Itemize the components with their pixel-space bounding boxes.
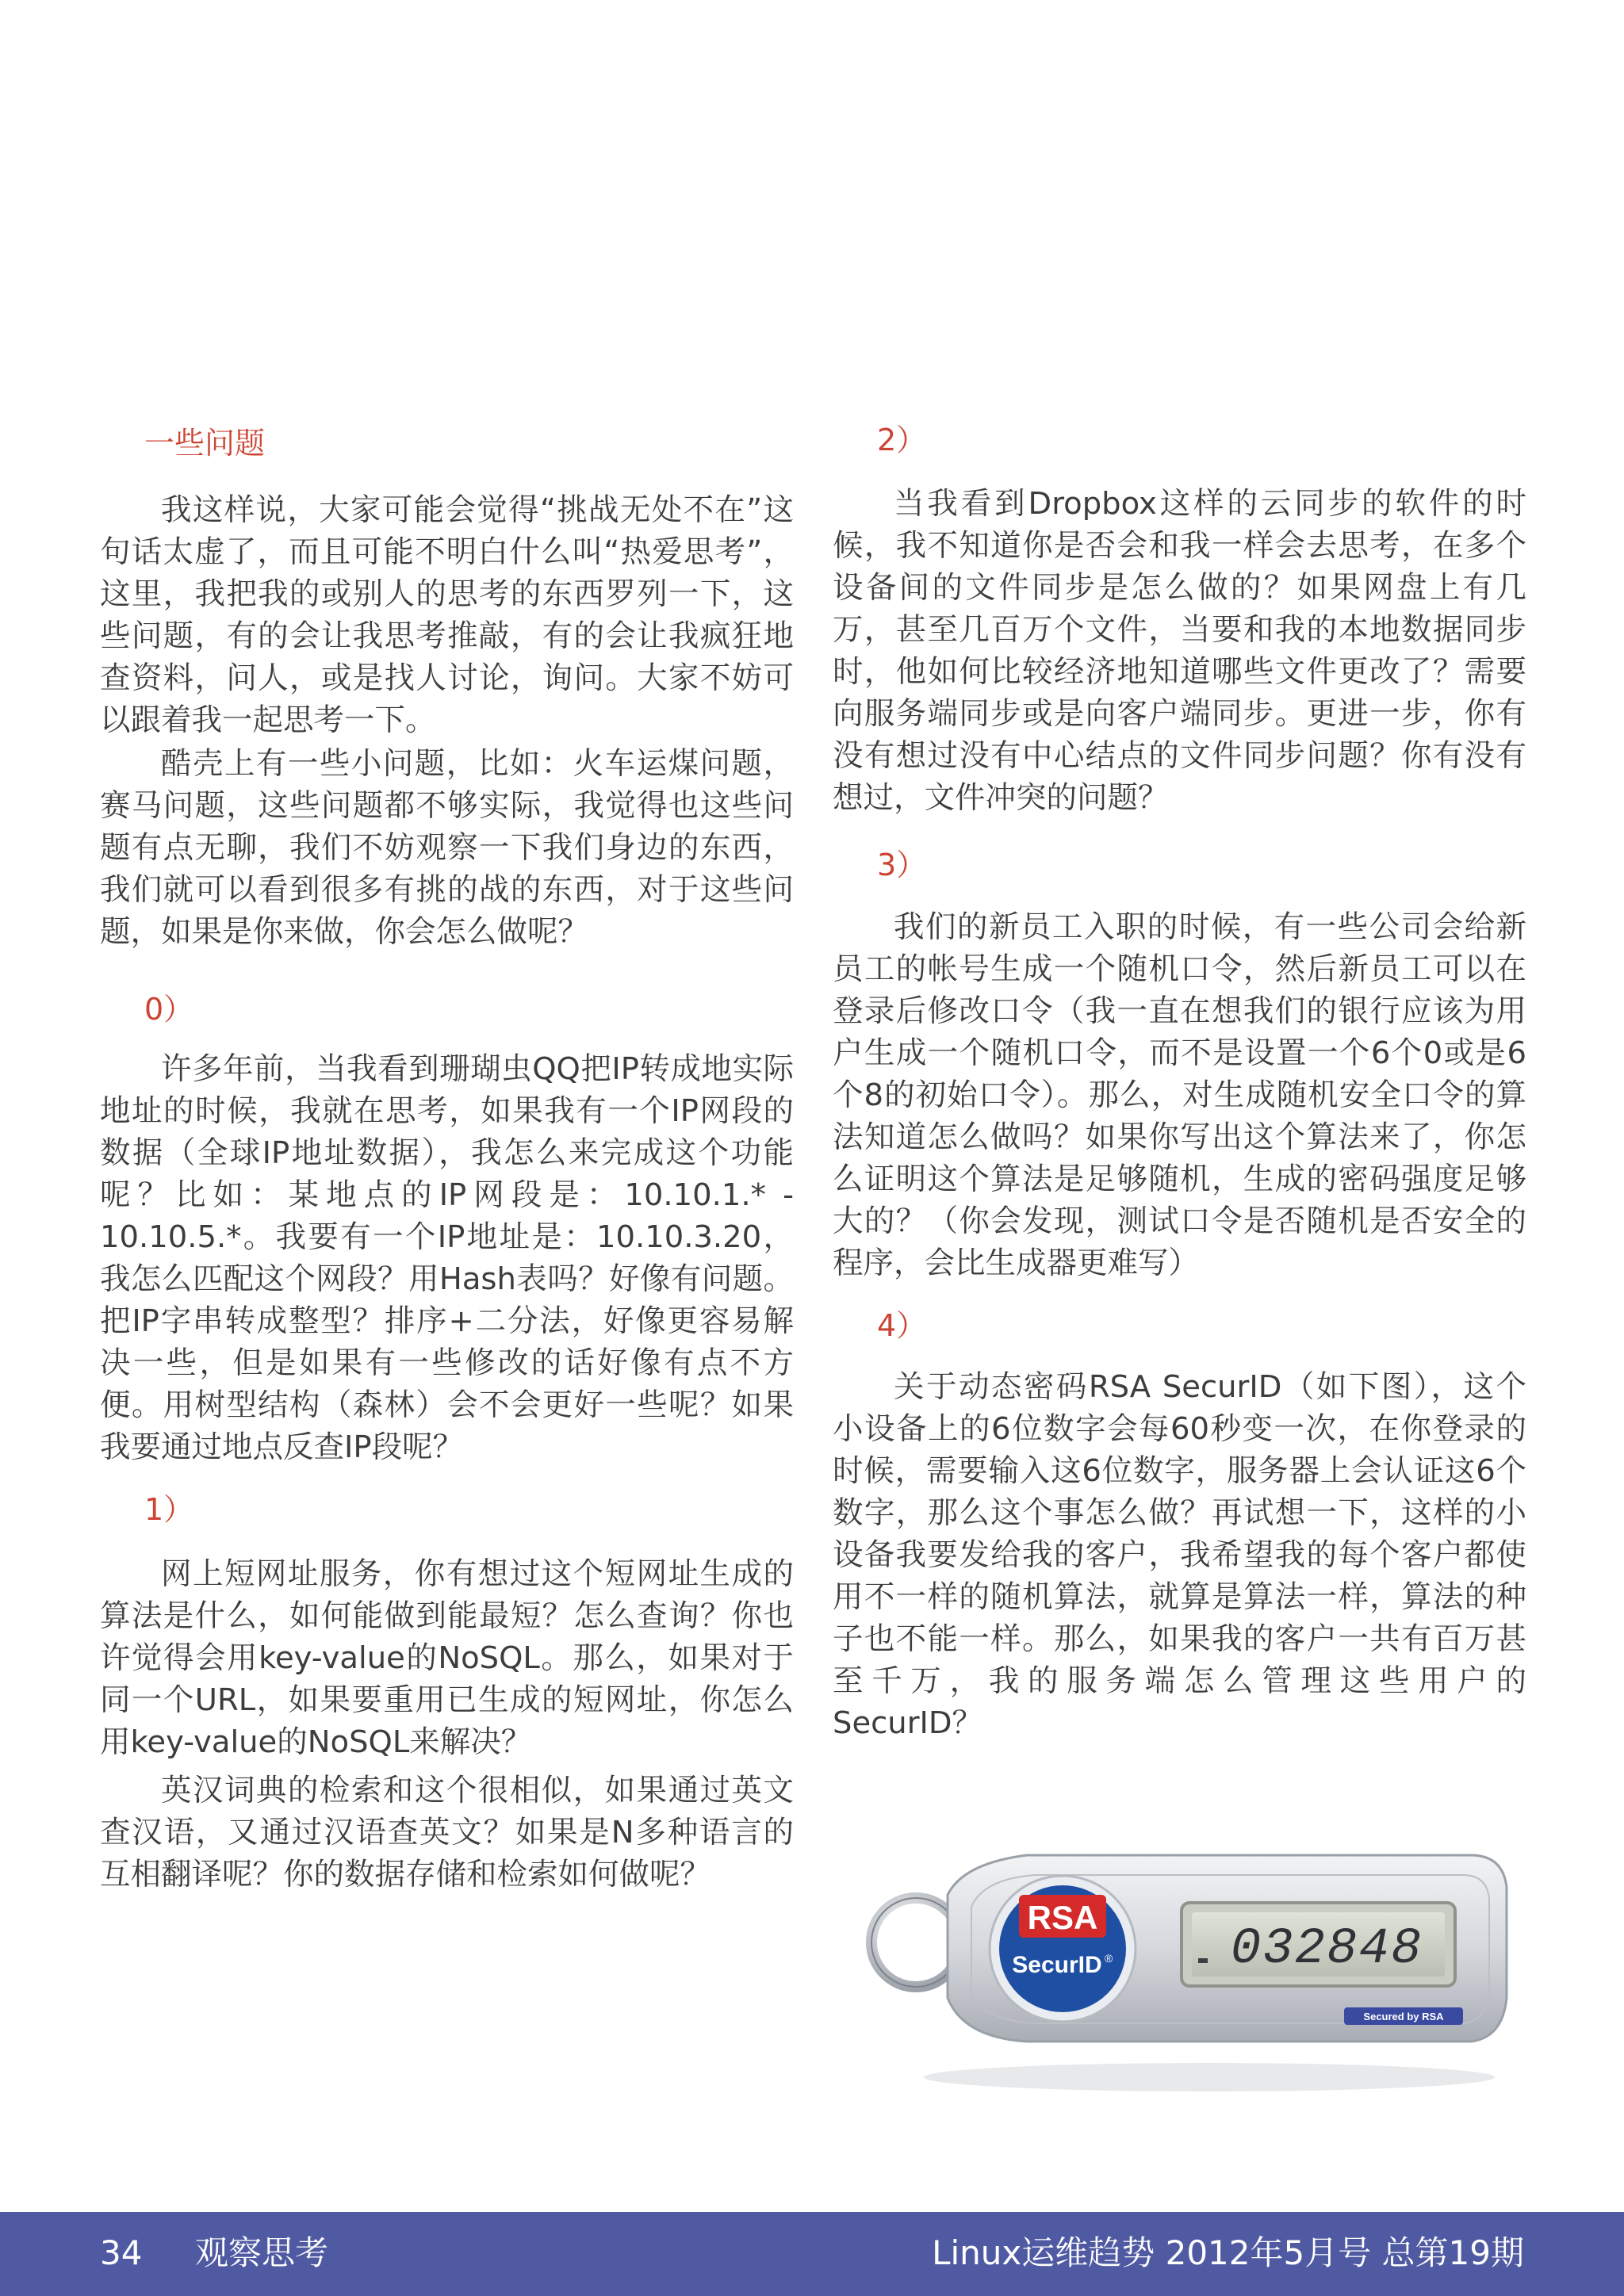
lcd-battery-indicator xyxy=(1198,1958,1208,1963)
section-heading-3: 3） xyxy=(877,848,927,882)
secured-by-text: Secured by RSA xyxy=(1363,2011,1444,2022)
paragraph-intro-1: 我这样说，大家可能会觉得“挑战无处不在”这句话太虚了，而且可能不明白什么叫“热爱思考”，这里，我把我的或别人的思考的东西罗列一下，这些问题，有的会让我思考推敲，有的会让我疯狂地查资料，问人，或是找人讨论，询问。大家不妨可以跟着我一起思考一下。 xyxy=(100,492,794,738)
page-number: 34 xyxy=(100,2233,143,2272)
rsa-token-illustration xyxy=(852,1800,1519,2101)
lcd-digits: 032848 xyxy=(1230,1921,1423,1978)
page-footer xyxy=(0,2212,1624,2296)
registered-mark: ® xyxy=(1105,1952,1113,1965)
paragraph-3: 我们的新员工入职的时候，有一些公司会给新员工的帐号生成一个随机口令，然后新员工可以在登录后修改口令（我一直在想我们的银行应该为用户生成一个随机口令，而不是设置一个6个0或是6个8的初始口令）。那么，对生成随机安全口令的算法知道怎么做吗？如果你写出这个算法来了，你怎么证明这个算法是足够随机，生成的密码强度足够大的？（你会发现，测试口令是否随机是否安全的程序，会比生成器更难写） xyxy=(833,909,1526,1281)
section-heading-4: 4） xyxy=(877,1308,927,1343)
magazine-issue: Linux运维趋势 2012年5月号 总第19期 xyxy=(932,2233,1524,2272)
paragraph-1b: 英汉词典的检索和这个很相似，如果通过英文查汉语，又通过汉语查英文？如果是N多种语言的互相翻译呢？你的数据存储和检索如何做呢？ xyxy=(100,1773,794,1892)
section-name: 观察思考 xyxy=(195,2233,329,2272)
section-heading-1: 1） xyxy=(144,1492,194,1527)
paragraph-intro-2: 酷壳上有一些小问题，比如：火车运煤问题，赛马问题，这些问题都不够实际，我觉得也这些问题有点无聊，我们不妨观察一下我们身边的东西，我们就可以看到很多有挑的战的东西，对于这些问题，如果是你来做，你会怎么做呢？ xyxy=(100,746,794,950)
section-heading-2: 2） xyxy=(877,423,927,457)
paragraph-2: 当我看到Dropbox这样的云同步的软件的时候，我不知道你是否会和我一样会去思考，在多个设备间的文件同步是怎么做的？如果网盘上有几万，甚至几百万个文件，当要和我的本地数据同步时，他如何比较经济地知道哪些文件更改了？需要向服务端同步或是向客户端同步。更进一步，你有没有想过没有中心结点的文件同步问题？你有没有想过，文件冲突的问题？ xyxy=(833,486,1526,816)
section-heading-intro: 一些问题 xyxy=(144,426,266,461)
securid-brand-text: SecurID xyxy=(1012,1952,1102,1978)
rsa-securid-token-image xyxy=(852,1800,1519,2101)
rsa-logo-text: RSA xyxy=(1027,1899,1098,1936)
section-heading-0: 0） xyxy=(144,992,194,1027)
paragraph-0: 许多年前，当我看到珊瑚虫QQ把IP转成地实际地址的时候，我就在思考，如果我有一个IP网段的数据（全球IP地址数据），我怎么来完成这个功能呢？比如：某地点的IP网段是：10.10.1.* - 10.10.5.*。我要有一个IP地址是：10.10.3.20，我怎么匹配这个网段？用Hash表吗？好像有问题。把IP字串转成整型？排序+二分法，好像更容易解决一些，但是如果有一些修改的话好像有点不方便。用树型结构（森林）会不会更好一些呢？如果我要通过地点反查IP段呢？ xyxy=(100,1051,794,1465)
paragraph-1a: 网上短网址服务，你有想过这个短网址生成的算法是什么，如何能做到能最短？怎么查询？你也许觉得会用key-value的NoSQL。那么，如果对于同一个URL，如果要重用已生成的短网址，你怎么用key-value的NoSQL来解决？ xyxy=(100,1556,794,1760)
paragraph-4: 关于动态密码RSA SecurID（如下图），这个小设备上的6位数字会每60秒变一次，在你登录的时候，需要输入这6位数字，服务器上会认证这6个数字，那么这个事怎么做？再试想一下，这样的小设备我要发给我的客户，我希望我的每个客户都使用不一样的随机算法，就算是算法一样，算法的种子也不能一样。那么，如果我的客户一共有百万甚至千万，我的服务端怎么管理这些用户的SecurID？ xyxy=(833,1369,1526,1741)
